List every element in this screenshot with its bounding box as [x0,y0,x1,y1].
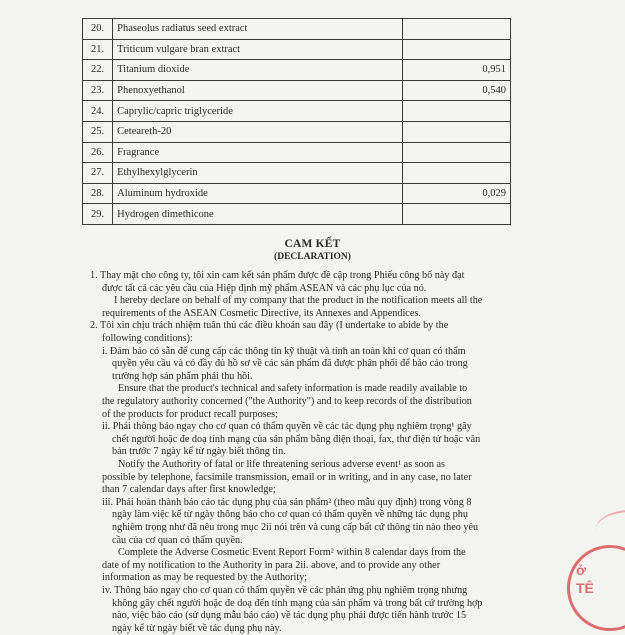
stamp-text-2: TÊ [576,580,594,596]
ingredient-percentage [403,121,511,142]
ingredient-name: Titanium dioxide [113,60,403,81]
ingredient-percentage: 0,951 [403,60,511,81]
ingredient-percentage: 0,029 [403,183,511,204]
declaration-subtitle: (DECLARATION) [274,252,351,262]
ingredient-name: Caprylic/capric triglyceride [113,101,403,122]
ingredient-row [83,39,511,60]
declaration-line: Ensure that the product's technical and safety information is made readily available to [118,383,468,395]
declaration-line: requirements of the ASEAN Cosmetic Directive, its Annexes and Appendices. [102,307,421,319]
declaration-line: possible by telephone, facsimile transmission, email or in writing, and in any case, no later [102,471,472,483]
ingredient-number: 20. [83,19,113,40]
ingredient-name: Ceteareth-20 [113,121,403,142]
declaration-line: i. Đảm bảo có sẵn để cung cấp các thông tin kỹ thuật và tính an toàn khi cơ quan có thẩm [102,345,466,357]
ingredient-row [83,80,511,101]
declaration-line: Notify the Authority of fatal or life threatening serious adverse event¹ as soon as [118,459,445,470]
ingredient-number: 28. [83,183,113,204]
ingredient-name: Triticum vulgare bran extract [113,39,403,60]
declaration-line: cầu của cơ quan có thẩm quyền. [112,534,243,546]
declaration-line: date of my notification to the Authority in para 2ii. above, and to provide any other [102,559,441,571]
declaration-title: CAM KẾT [284,238,341,250]
declaration-line: quyền yêu cầu và có đầy đủ hồ sơ về các sản phẩm đã được phân phối để báo cáo trong [112,358,468,370]
declaration-line: following conditions): [102,333,193,344]
declaration-line: Complete the Adverse Cosmetic Event Report Form² within 8 calendar days from the [118,547,466,559]
declaration-line: không gây chết người hoặc đe doạ đến tính mạng của sản phẩm và trong bất cứ trường hợp [112,597,483,609]
declaration-line: information as may be requested by the Authority; [102,572,308,584]
ingredient-number: 23. [83,80,113,101]
ingredient-row [83,121,511,142]
ingredient-number: 25. [83,121,113,142]
ingredient-number: 24. [83,101,113,122]
ingredient-percentage [403,101,511,122]
ingredient-percentage: 0,540 [403,80,511,101]
red-seal-stamp [567,545,625,631]
declaration-line: 2. Tôi xin chịu trách nhiệm tuân thủ các điều khoản sau đây (I undertake to abide by the [90,320,449,332]
ingredient-row [83,60,511,81]
declaration-line: bản trước 7 ngày kể từ ngày biết thông tin. [112,446,286,458]
ingredients-table [82,18,511,225]
ingredient-row [83,101,511,122]
declaration-line: nghiêm trọng như đã nêu trong mục 2ii nói trên và cung cấp bất cứ thông tin nào theo yêu [112,522,479,533]
declaration-line: trường hợp sản phẩm phải thu hồi. [112,370,253,382]
declaration-line: of the products for product recall purposes; [102,408,278,420]
declaration-line: ii. Phải thông báo ngay cho cơ quan có thẩm quyền về các tác dụng phụ nghiêm trọng¹ gây [102,421,472,433]
declaration-line: than 7 calendar days after first knowledge; [102,484,276,496]
ingredient-percentage [403,204,511,225]
ingredient-row [83,183,511,204]
declaration-line: I hereby declare on behalf of my company that the product in the notification meets all the [114,295,483,307]
ingredient-row [83,142,511,163]
ingredient-number: 21. [83,39,113,60]
declaration-line: ngày kể từ ngày biết về tác dụng phụ này. [112,622,282,634]
ingredient-name: Ethylhexylglycerin [113,163,403,184]
ingredient-number: 29. [83,204,113,225]
ingredient-percentage [403,19,511,40]
ingredient-name: Hydrogen dimethicone [113,204,403,225]
ingredient-row [83,204,511,225]
ingredient-name: Aluminum hydroxide [113,183,403,204]
declaration-line: ngày làm việc kể từ ngày thông báo cho cơ quan có thẩm quyền về những tác dụng phụ [112,509,468,521]
declaration-line: nào, việc báo cáo (sử dụng mẫu báo cáo) về tác dụng phụ phải được tiến hành trước 15 [112,610,467,622]
declaration-line: chết người hoặc đe doạ tính mạng của sản phẩm bằng điện thoại, fax, thư điện tử hoặc văn [112,433,481,445]
declaration-line: iv. Thông báo ngay cho cơ quan có thẩm quyền về các phản ứng phụ nghiêm trọng nhưng [102,585,468,596]
ingredient-name: Fragrance [113,142,403,163]
ingredient-percentage [403,163,511,184]
ingredient-number: 22. [83,60,113,81]
ingredient-row [83,163,511,184]
ingredient-name: Phaseolus radiatus seed extract [113,19,403,40]
declaration-line: được tất cả các yêu cầu của Hiệp định mỹ phẩm ASEAN và các phụ lục của nó. [102,282,427,294]
declaration-line: the regulatory authority concerned ("the Authority") and to keep records of the distribution [102,396,472,407]
stamp-text-1: ở [576,562,586,578]
ingredient-percentage [403,142,511,163]
ingredient-row [83,19,511,40]
declaration-line: iii. Phải hoàn thành báo cáo tác dụng phụ của sản phẩm² (theo mẫu quy định) trong vòng 8 [102,496,472,508]
ingredient-number: 26. [83,142,113,163]
ingredient-number: 27. [83,163,113,184]
ingredient-name: Phenoxyethanol [113,80,403,101]
ingredient-percentage [403,39,511,60]
declaration-line: 1. Thay mặt cho công ty, tôi xin cam kết sản phẩm được đề cập trong Phiếu công bố này đạt [90,270,465,281]
